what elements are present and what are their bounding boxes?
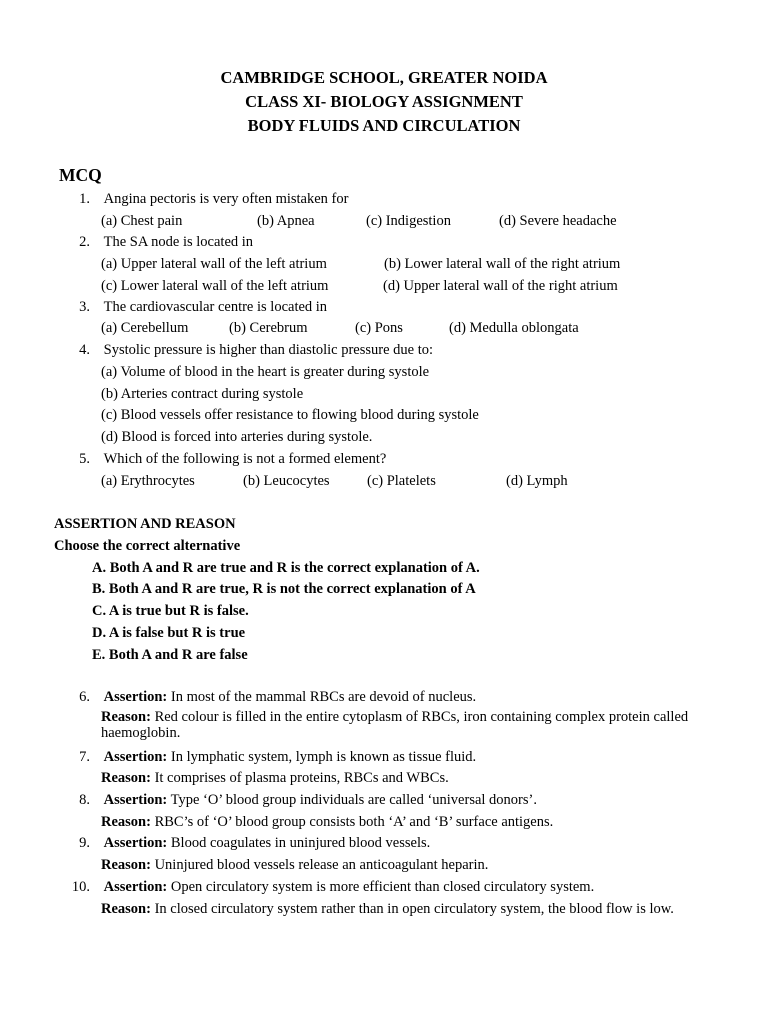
topic-title: BODY FLUIDS AND CIRCULATION — [247, 116, 521, 135]
reason-6 — [101, 709, 701, 741]
reason-text: RBC’s of ‘O’ blood group consists both ‘A’ and ‘B’ surface antigens. — [150, 814, 554, 830]
question-text: Which of the following is not a formed element? — [103, 451, 387, 467]
question-number: 3. — [79, 299, 90, 315]
q1-option-d: (d) Severe headache — [499, 213, 617, 229]
question-text: The cardiovascular centre is located in — [103, 299, 328, 315]
assertion-label: Assertion: — [103, 792, 168, 808]
assertion-8 — [68, 790, 537, 810]
question-number: 4. — [79, 342, 90, 358]
assertion-label: Assertion: — [103, 749, 168, 765]
reason-label: Reason: — [101, 770, 151, 786]
assertion-text: Type ‘O’ blood group individuals are called ‘universal donors’. — [167, 792, 537, 808]
alternative-c: C. A is true but R is false. — [92, 603, 249, 619]
reason-text: Red colour is filled in the entire cytoplasm of RBCs, iron containing complex protein called haemoglobin. — [101, 709, 689, 741]
reason-9 — [101, 855, 488, 875]
q4-option-c: (c) Blood vessels offer resistance to flowing blood during systole — [101, 407, 479, 423]
assertion-text: In most of the mammal RBCs are devoid of nucleus. — [167, 689, 477, 705]
question-2 — [68, 232, 253, 252]
q5-option-a: (a) Erythrocytes — [101, 473, 195, 489]
q5-option-d: (d) Lymph — [506, 473, 568, 489]
q1-option-c: (c) Indigestion — [366, 213, 451, 229]
assertion-text: Open circulatory system is more efficient than closed circulatory system. — [167, 879, 595, 895]
reason-text: It comprises of plasma proteins, RBCs and WBCs. — [150, 770, 449, 786]
reason-10 — [101, 899, 691, 920]
reason-text: Uninjured blood vessels release an anticoagulant heparin. — [150, 857, 489, 873]
assertion-label: Assertion: — [103, 835, 168, 851]
item-number: 9. — [79, 835, 90, 851]
item-number: 8. — [79, 792, 90, 808]
reason-label: Reason: — [101, 814, 151, 830]
q3-option-d: (d) Medulla oblongata — [449, 320, 579, 336]
q2-option-c: (c) Lower lateral wall of the left atrium — [101, 278, 329, 294]
q4-option-d: (d) Blood is forced into arteries during systole. — [101, 429, 373, 445]
reason-text: In closed circulatory system rather than in open circulatory system, the blood flow is low. — [150, 901, 674, 917]
alternative-a: A. Both A and R are true and R is the correct explanation of A. — [92, 560, 480, 576]
question-text: The SA node is located in — [103, 234, 254, 250]
question-4 — [68, 340, 433, 360]
question-1 — [68, 189, 348, 209]
reason-label: Reason: — [101, 857, 151, 873]
alternative-d: D. A is false but R is true — [92, 625, 246, 641]
reason-label: Reason: — [101, 901, 151, 917]
assertion-reason-heading: ASSERTION AND REASON — [54, 516, 236, 532]
assertion-label: Assertion: — [103, 879, 168, 895]
q5-option-b: (b) Leucocytes — [243, 473, 330, 489]
reason-7 — [101, 768, 449, 788]
question-number: 1. — [79, 191, 90, 207]
q1-option-a: (a) Chest pain — [101, 213, 183, 229]
q4-option-b: (b) Arteries contract during systole — [101, 386, 304, 402]
item-number: 10. — [71, 879, 90, 895]
question-5 — [68, 449, 386, 469]
assertion-9 — [68, 833, 430, 853]
assertion-label: Assertion: — [103, 689, 168, 705]
q3-option-c: (c) Pons — [355, 320, 403, 336]
item-number: 6. — [79, 689, 90, 705]
q2-option-d: (d) Upper lateral wall of the right atrium — [383, 278, 618, 294]
reason-label: Reason: — [101, 709, 151, 725]
question-text: Systolic pressure is higher than diastolic pressure due to: — [103, 342, 434, 358]
assertion-10 — [68, 877, 594, 897]
alternative-b: B. Both A and R are true, R is not the correct explanation of A — [92, 581, 476, 597]
assertion-7 — [68, 747, 476, 767]
q4-option-a: (a) Volume of blood in the heart is greater during systole — [101, 364, 430, 380]
assertion-reason-instruction: Choose the correct alternative — [54, 538, 241, 554]
question-3 — [68, 297, 327, 317]
q2-option-b: (b) Lower lateral wall of the right atrium — [384, 256, 621, 272]
q5-option-c: (c) Platelets — [367, 473, 436, 489]
question-number: 5. — [79, 451, 90, 467]
q3-option-a: (a) Cerebellum — [101, 320, 189, 336]
q2-option-a: (a) Upper lateral wall of the left atrium — [101, 256, 327, 272]
question-text: Angina pectoris is very often mistaken for — [103, 191, 349, 207]
assertion-text: In lymphatic system, lymph is known as tissue fluid. — [167, 749, 477, 765]
alternative-e: E. Both A and R are false — [92, 647, 248, 663]
reason-8 — [101, 812, 553, 832]
class-title: CLASS XI- BIOLOGY ASSIGNMENT — [245, 92, 523, 111]
question-number: 2. — [79, 234, 90, 250]
school-name: CAMBRIDGE SCHOOL, GREATER NOIDA — [220, 68, 548, 87]
assertion-text: Blood coagulates in uninjured blood vessels. — [167, 835, 431, 851]
mcq-heading: MCQ — [59, 165, 102, 185]
q1-option-b: (b) Apnea — [257, 213, 315, 229]
item-number: 7. — [79, 749, 90, 765]
assertion-6 — [68, 687, 476, 707]
q3-option-b: (b) Cerebrum — [229, 320, 308, 336]
